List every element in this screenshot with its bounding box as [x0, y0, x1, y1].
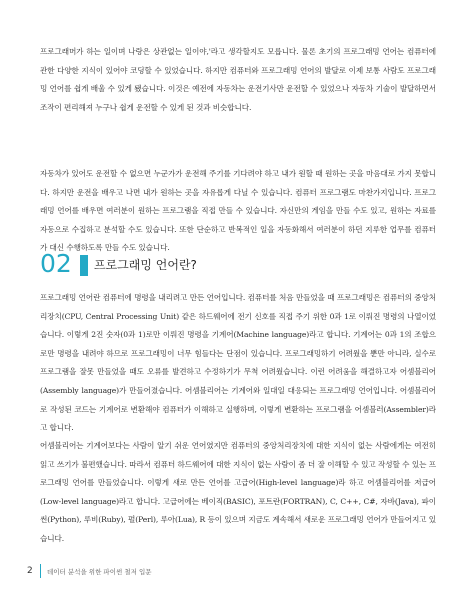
body-paragraph: 프로그래밍 언어란 컴퓨터에 명령을 내리려고 만든 언어입니다. 컴퓨터를 처음 만들었을 때 프로그래밍은 컴퓨터의 중앙처리장치(CPU, Central Processing Unit) 같은 하드웨어에 전기 신호를 직접 주기 위한 0과 1로 이뤄진 명령의 나열이었습니다. 이렇게 2진 숫자(0과 1)로만 이뤄진 명령을 기계어(Machine language)라고 합니다. 기계어는 0과 1의 조합으로만 명령을 내려야 하므로 프로그래밍이 너무 힘들다는 단점이 있습니다. 프로그래밍하기 어려웠을 뿐만 아니라, 실수로 프로그램을 잘못 만들었을 때도 오류를 발견하고 수정하기가 무척 어려웠습니다. 이런 어려움을 해결하고자 어셈블리어(Assembly language)가 만들어졌습니다. 어셈블리어는 기계어와 일대일 대응되는 프로그래밍 언어입니다. 어셈블리어로 작성된 코드는 기계어로 변환해야 컴퓨터가 이해하고 실행하며, 이렇게 변환하는 프로그램을 어셈블러(Assembler)라고 합니다.: [40, 293, 436, 433]
section-title: 프로그래밍 언어란?: [94, 258, 197, 272]
page-number: 2: [27, 566, 33, 576]
body-paragraph: 프로그래머가 하는 일이며 나랑은 상관없는 일이야,'라고 생각할지도 모릅니다. 물론 초기의 프로그래밍 언어는 컴퓨터에 관한 다양한 지식이 있어야 코딩할 수 있었습니다. 하지만 컴퓨터와 프로그래밍 언어의 발달로 이제 보통 사람도 프로그래밍 언어를 쉽게 배울 수 있게 됐습니다. 이것은 예전에 자동차는 운전기사만 운전할 수 있었으나 자동차 기술이 발달하면서 조작이 편리해져 누구나 쉽게 운전할 수 있게 된 것과 비슷합니다.: [40, 47, 436, 112]
body-paragraph: 자동차가 있어도 운전할 수 없으면 누군가가 운전해 주기를 기다려야 하고 내가 원할 때 원하는 곳을 마음대로 가지 못합니다. 하지만 운전을 배우고 나면 내가 원하는 곳을 자유롭게 다닐 수 있습니다. 컴퓨터 프로그램도 마찬가지입니다. 프로그래밍 언어를 배우면 여러분이 원하는 프로그램을 직접 만들 수 있습니다. 자신만의 게임을 만들 수도 있고, 원하는 자료를 자동으로 수집하고 분석할 수도 있습니다. 또한 단순하고 반복적인 일을 자동화해서 여러분이 하던 지루한 업무를 컴퓨터가 대신 수행하도록 만들 수도 있습니다.: [40, 169, 436, 253]
running-title: 데이터 분석을 위한 파이썬 철저 입문: [47, 568, 152, 576]
section-number: 02: [40, 249, 72, 278]
page-footer: [0, 562, 474, 582]
footer-divider: [40, 564, 41, 578]
section-heading: [40, 249, 436, 278]
body-paragraph: 어셈블리어는 기계어보다는 사람이 알기 쉬운 언어였지만 컴퓨터의 중앙처리장치에 대한 지식이 없는 사람에게는 여전히 읽고 쓰기가 불편했습니다. 따라서 컴퓨터 하드웨어에 대한 지식이 없는 사람이 좀 더 잘 이해할 수 있고 작성할 수 있는 프로그래밍 언어를 만들었습니다. 이렇게 새로 만든 언어를 고급어(High-level language)라 하고 어셈블리어를 저급어(Low-level language)라고 합니다. 고급어에는 베이직(BASIC), 포트란(FORTRAN), C, C++, C#, 자바(Java), 파이썬(Python), 루비(Ruby), 펄(Perl), 루아(Lua), R 등이 있으며 지금도 계속해서 새로운 프로그래밍 언어가 만들어지고 있습니다.: [40, 441, 436, 543]
section-accent-bar: [80, 255, 88, 276]
